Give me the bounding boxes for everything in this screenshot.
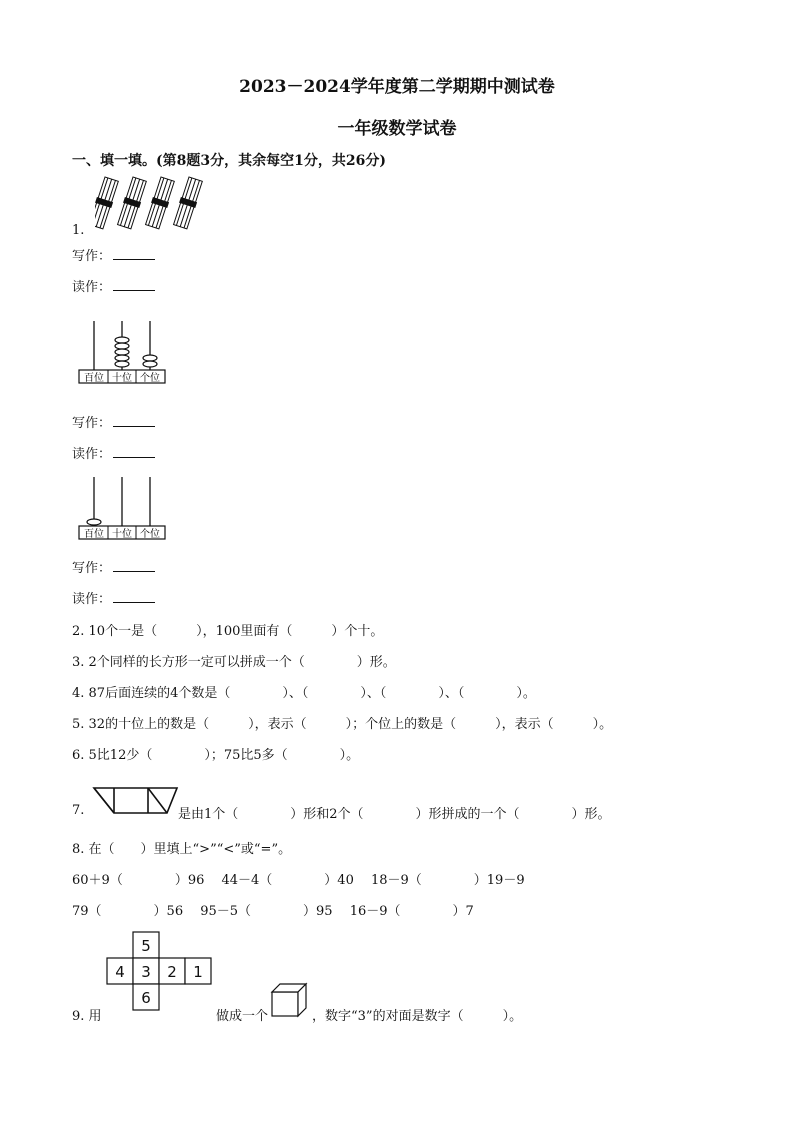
- abacus2-label-hundreds: 百位: [84, 529, 104, 540]
- q7-number: 7.: [72, 803, 85, 818]
- read-blank[interactable]: [113, 590, 155, 603]
- net-face-2: 3: [141, 963, 151, 981]
- q1a-write-row: [72, 245, 155, 264]
- q1-number: 1.: [72, 223, 85, 238]
- q1c-read-row: [72, 588, 155, 607]
- question-3: 3. 2个同样的长方形一定可以拼成一个（ ）形。: [72, 655, 396, 670]
- q1b-write-row: [72, 412, 155, 431]
- write-blank[interactable]: [113, 559, 155, 572]
- net-face-top: 5: [141, 937, 151, 955]
- write-label: 写作：: [72, 249, 112, 264]
- abacus1-label-tens: 十位: [112, 373, 132, 384]
- cube-net-image: [106, 931, 216, 1013]
- read-label: 读作：: [72, 280, 112, 295]
- question-2: 2. 10个一是（ ），100里面有（ ）个十。: [72, 624, 384, 639]
- question-8-intro: 8. 在（ ）里填上“>”“<”或“=”。: [72, 842, 292, 857]
- abacus1-label-ones: 个位: [140, 373, 160, 384]
- read-label: 读作：: [72, 592, 112, 607]
- q9-suffix: ，数字“3”的对面是数字（ ）。: [312, 1009, 523, 1024]
- q9-prefix: 9. 用: [72, 1009, 102, 1024]
- write-blank[interactable]: [113, 247, 155, 260]
- write-label: 写作：: [72, 416, 112, 431]
- section-heading: 一、填一填。(第8题3分，其余每空1分，共26分): [72, 153, 386, 169]
- question-7-text: 是由1个（ ）形和2个（ ）形拼成的一个（ ）形。: [178, 807, 611, 822]
- abacus1-label-hundreds: 百位: [84, 373, 104, 384]
- cube-image: [270, 982, 310, 1018]
- question-8-row-1: 60＋9（ ）96 44－4（ ）40 18－9（ ）19－9: [72, 873, 525, 888]
- read-blank[interactable]: [113, 278, 155, 291]
- parallelogram-shape-image: [92, 786, 180, 816]
- write-label: 写作：: [72, 561, 112, 576]
- net-face-bottom: 6: [141, 989, 151, 1007]
- abacus-image-2: [75, 474, 170, 544]
- q9-mid: 做成一个: [216, 1009, 269, 1024]
- net-face-3: 2: [167, 963, 177, 981]
- question-4: 4. 87后面连续的4个数是（ ）、（ ）、（ ）、（ ）。: [72, 686, 536, 701]
- q1b-read-row: [72, 443, 155, 462]
- write-blank[interactable]: [113, 414, 155, 427]
- q1c-write-row: [72, 557, 155, 576]
- page-title: 2023－2024学年度第二学期期中测试卷: [239, 77, 555, 97]
- stick-bundles-image: [95, 175, 215, 235]
- abacus2-label-tens: 十位: [112, 529, 132, 540]
- page-subtitle: 一年级数学试卷: [337, 119, 457, 139]
- abacus-image-1: [75, 318, 170, 388]
- abacus2-label-ones: 个位: [140, 529, 160, 540]
- read-blank[interactable]: [113, 445, 155, 458]
- q1a-read-row: [72, 276, 155, 295]
- read-label: 读作：: [72, 447, 112, 462]
- question-5: 5. 32的十位上的数是（ ），表示（ ）；个位上的数是（ ），表示（ ）。: [72, 717, 613, 732]
- question-6: 6. 5比12少（ ）；75比5多（ ）。: [72, 748, 360, 763]
- question-8-row-2: 79（ ）56 95－5（ ）95 16－9（ ）7: [72, 904, 474, 919]
- net-face-4: 1: [193, 963, 203, 981]
- net-face-1: 4: [115, 963, 125, 981]
